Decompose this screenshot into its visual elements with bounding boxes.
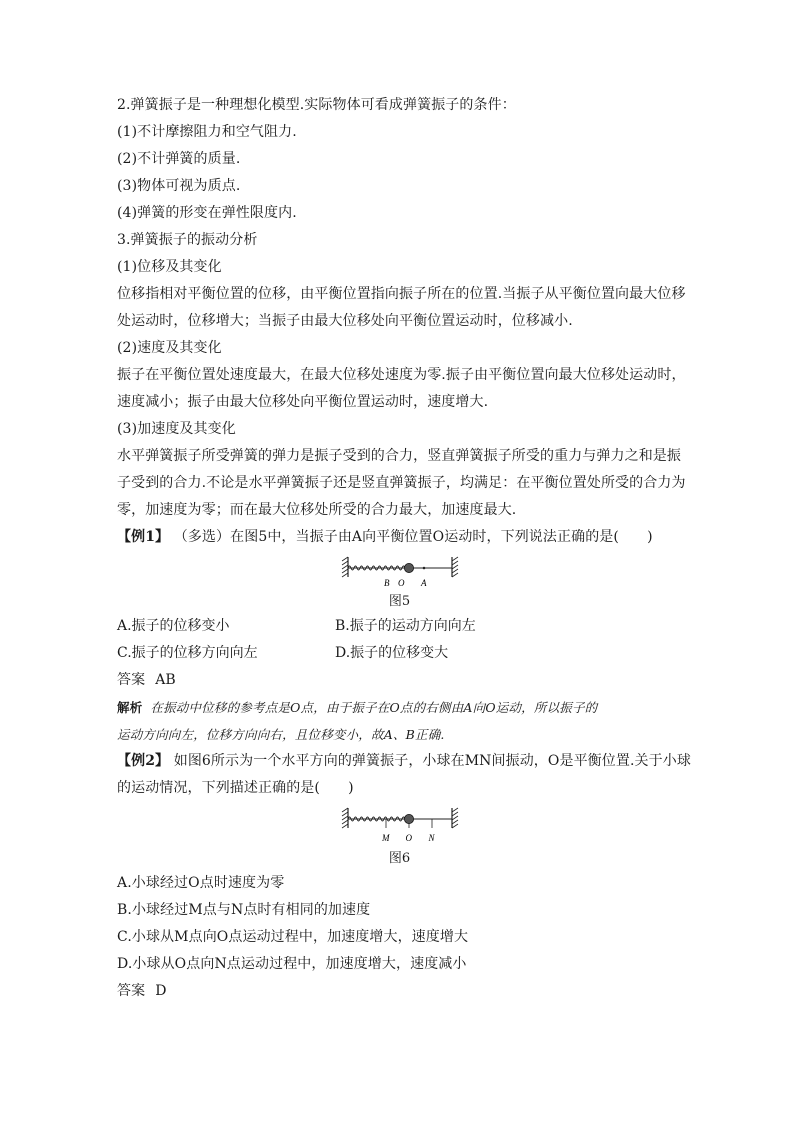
- oscillator-ball: [404, 814, 413, 823]
- option-d: D.振子的位移变大: [335, 645, 449, 661]
- example2-question: 如图6所示为一个水平方向的弹簧振子，小球在MN间振动，O是平衡位置.关于小球: [173, 753, 691, 769]
- example2-tag: 【例2】: [117, 753, 170, 769]
- analysis-label: 解析: [117, 700, 143, 715]
- subsection-title: (2)速度及其变化: [117, 340, 222, 356]
- condition-item: (3)物体可视为质点.: [117, 178, 241, 194]
- figure-5: [117, 555, 682, 613]
- condition-item: (4)弹簧的形变在弹性限度内.: [117, 205, 297, 221]
- paragraph-line: 速度减小；振子由最大位移处向平衡位置运动时，速度增大.: [117, 394, 489, 410]
- example1-options-row1: [117, 613, 682, 640]
- spring: [348, 817, 408, 821]
- example2-question-line: 的运动情况，下列描述正确的是( ): [117, 780, 354, 796]
- analysis-line: 运动方向向左，位移方向向右，且位移变小，故A、B正确.: [117, 727, 445, 742]
- example1-answer: [117, 667, 682, 694]
- example2-answer: [117, 978, 682, 1005]
- answer-value: D: [155, 983, 167, 999]
- paragraph-line: 振子在平衡位置处速度最大，在最大位移处速度为零.振子由平衡位置向最大位移处运动时，: [117, 367, 686, 383]
- option-c: C.小球从M点向O点运动过程中，加速度增大，速度增大: [117, 929, 469, 945]
- spring: [348, 566, 408, 570]
- answer-value: AB: [155, 672, 176, 688]
- document-page: [117, 92, 691, 1005]
- paragraph-line: 位移指相对平衡位置的位移，由平衡位置指向振子所在的位置.当振子从平衡位置向最大位移: [117, 286, 686, 302]
- analysis-line: 在振动中位移的参考点是O点，由于振子在O点的右侧由A向O运动，所以振子的: [150, 700, 598, 715]
- paragraph-line: 子受到的合力.不论是水平弹簧振子还是竖直弹簧振子，均满足：在平衡位置处所受的合力为: [117, 475, 686, 491]
- option-d: D.小球从O点向N点运动过程中，加速度增大，速度减小: [117, 956, 467, 972]
- figure-6-caption: 图6: [388, 851, 411, 866]
- spring-oscillator-diagram: [340, 555, 460, 591]
- condition-item: (2)不计弹簧的质量.: [117, 151, 241, 167]
- option-a: A.小球经过O点时速度为零: [117, 875, 285, 891]
- condition-item: (1)不计摩擦阻力和空气阻力.: [117, 124, 297, 140]
- subsection-title: (1)位移及其变化: [117, 259, 222, 275]
- label-b: B: [383, 578, 389, 588]
- paragraph-line: 水平弹簧振子所受弹簧的弹力是振子受到的合力，竖直弹簧振子所受的重力与弹力之和是振: [117, 448, 681, 464]
- section2-heading: 2.弹簧振子是一种理想化模型.实际物体可看成弹簧振子的条件：: [117, 97, 516, 113]
- example1-analysis: [117, 694, 682, 748]
- oscillator-ball: [404, 563, 413, 572]
- point-a-marker: [422, 567, 425, 570]
- option-b: B.小球经过M点与N点时有相同的加速度: [117, 902, 371, 918]
- label-a: A: [420, 578, 426, 588]
- paragraph-line: 零，加速度为零；而在最大位移处所受的合力最大，加速度最大.: [117, 502, 517, 518]
- example2-question-line: [117, 748, 691, 775]
- label-m: M: [381, 833, 389, 843]
- spring-oscillator-diagram: [340, 806, 460, 848]
- figure-5-caption: 图5: [388, 594, 411, 609]
- option-c: C.振子的位移方向向左: [117, 645, 258, 661]
- label-o: O: [397, 578, 404, 588]
- subsection-title: (3)加速度及其变化: [117, 421, 236, 437]
- label-n: N: [428, 833, 435, 843]
- label-o: O: [405, 833, 412, 843]
- figure-6: [117, 806, 682, 870]
- example1-options-row2: [117, 640, 682, 667]
- example1-question-line: [117, 524, 682, 551]
- option-b: B.振子的运动方向向左: [335, 618, 476, 634]
- example1-tag: 【例1】: [117, 529, 170, 545]
- example1-question: （多选）在图5中，当振子由A向平衡位置O运动时，下列说法正确的是( ): [173, 529, 653, 545]
- option-a: A.振子的位移变小: [117, 618, 230, 634]
- answer-label: 答案: [117, 983, 146, 999]
- paragraph-line: 处运动时，位移增大；当振子由最大位移处向平衡位置运动时，位移减小.: [117, 313, 573, 329]
- answer-label: 答案: [117, 672, 146, 688]
- section3-heading: 3.弹簧振子的振动分析: [117, 232, 258, 248]
